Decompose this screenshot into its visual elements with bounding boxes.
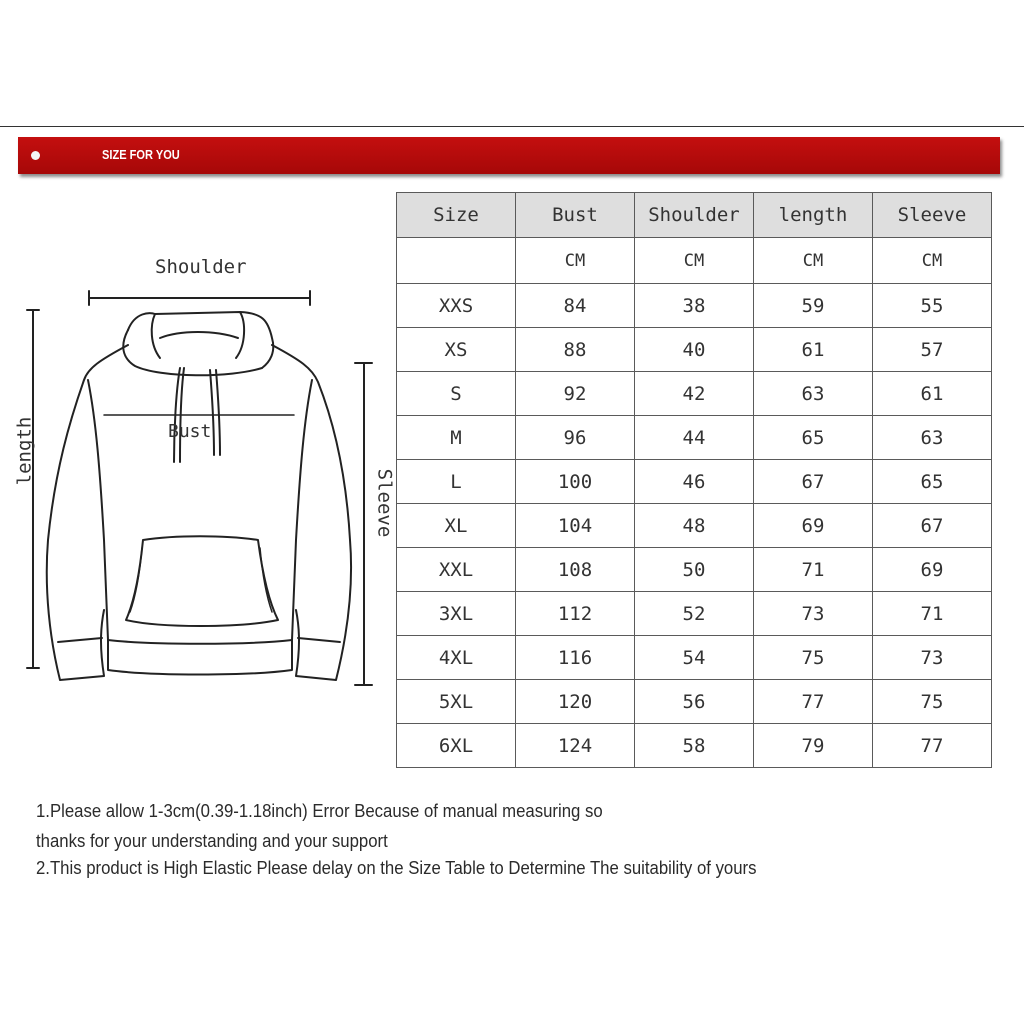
table-row	[397, 416, 992, 460]
note-line-3: 2.This product is High Elastic Please delay on the Size Table to Determine The suitability of yours	[36, 858, 757, 878]
table-cell: 120	[516, 680, 635, 724]
hoodie-body	[47, 345, 351, 680]
unit-cell: CM	[873, 238, 992, 284]
header-size: Size	[397, 193, 516, 238]
table-row	[397, 460, 992, 504]
note-line-1: 1.Please allow 1-3cm(0.39-1.18inch) Error Because of manual measuring so	[36, 801, 603, 821]
table-cell: 6XL	[397, 724, 516, 768]
table-cell: XS	[397, 328, 516, 372]
table-cell: 67	[873, 504, 992, 548]
table-cell: 88	[516, 328, 635, 372]
units-row	[397, 238, 992, 284]
bust-label: Bust	[168, 421, 212, 442]
table-cell: 48	[635, 504, 754, 548]
sleeve-label: Sleeve	[373, 468, 396, 538]
table-cell: 44	[635, 416, 754, 460]
shoulder-label: Shoulder	[155, 256, 247, 278]
table-cell: 63	[754, 372, 873, 416]
header-bust: Bust	[516, 193, 635, 238]
table-row	[397, 636, 992, 680]
table-cell: 112	[516, 592, 635, 636]
table-cell: 116	[516, 636, 635, 680]
table-cell: 57	[873, 328, 992, 372]
table-row	[397, 284, 992, 328]
table-cell: 69	[873, 548, 992, 592]
length-dimension-line	[27, 310, 39, 668]
table-cell: 5XL	[397, 680, 516, 724]
table-cell: 40	[635, 328, 754, 372]
table-cell: 56	[635, 680, 754, 724]
hoodie-pocket	[126, 536, 278, 626]
table-cell: 65	[873, 460, 992, 504]
table-cell: 71	[754, 548, 873, 592]
length-label: length	[13, 416, 36, 486]
table-cell: 73	[873, 636, 992, 680]
table-cell: 75	[873, 680, 992, 724]
table-row	[397, 372, 992, 416]
table-cell: 50	[635, 548, 754, 592]
table-header-row	[397, 193, 992, 238]
banner-title: SIZE FOR YOU	[102, 147, 180, 162]
bullet-dot-icon	[31, 151, 40, 160]
table-cell: 38	[635, 284, 754, 328]
table-cell: 79	[754, 724, 873, 768]
unit-cell: CM	[635, 238, 754, 284]
top-divider	[0, 126, 1024, 127]
table-cell: 65	[754, 416, 873, 460]
table-row	[397, 504, 992, 548]
table-cell: L	[397, 460, 516, 504]
hoodie-hood	[123, 312, 273, 375]
table-cell: 75	[754, 636, 873, 680]
table-cell: 104	[516, 504, 635, 548]
table-cell: 42	[635, 372, 754, 416]
shoulder-dimension-line	[89, 291, 310, 305]
table-cell: 73	[754, 592, 873, 636]
table-cell: 55	[873, 284, 992, 328]
table-cell: 77	[754, 680, 873, 724]
table-cell: 54	[635, 636, 754, 680]
table-cell: 3XL	[397, 592, 516, 636]
table-cell: 108	[516, 548, 635, 592]
header-length: length	[754, 193, 873, 238]
unit-cell	[397, 238, 516, 284]
table-cell: 77	[873, 724, 992, 768]
section-banner	[18, 137, 1000, 174]
table-row	[397, 680, 992, 724]
table-cell: 71	[873, 592, 992, 636]
table-cell: 46	[635, 460, 754, 504]
table-cell: 124	[516, 724, 635, 768]
table-cell: 69	[754, 504, 873, 548]
table-cell: 67	[754, 460, 873, 504]
unit-cell: CM	[516, 238, 635, 284]
table-cell: 96	[516, 416, 635, 460]
table-cell: 59	[754, 284, 873, 328]
table-cell: 92	[516, 372, 635, 416]
table-cell: 4XL	[397, 636, 516, 680]
table-cell: 52	[635, 592, 754, 636]
table-cell: 84	[516, 284, 635, 328]
sleeve-dimension-line	[355, 363, 372, 685]
note-line-2: thanks for your understanding and your support	[36, 831, 388, 851]
table-cell: 61	[754, 328, 873, 372]
table-cell: XL	[397, 504, 516, 548]
unit-cell: CM	[754, 238, 873, 284]
table-cell: 63	[873, 416, 992, 460]
table-row	[397, 724, 992, 768]
size-table	[396, 192, 992, 768]
table-row	[397, 328, 992, 372]
header-sleeve: Sleeve	[873, 193, 992, 238]
table-row	[397, 548, 992, 592]
table-cell: M	[397, 416, 516, 460]
table-cell: 100	[516, 460, 635, 504]
hoodie-illustration	[0, 230, 395, 700]
table-row	[397, 592, 992, 636]
table-cell: XXS	[397, 284, 516, 328]
table-cell: 61	[873, 372, 992, 416]
table-cell: XXL	[397, 548, 516, 592]
header-shoulder: Shoulder	[635, 193, 754, 238]
table-cell: S	[397, 372, 516, 416]
table-cell: 58	[635, 724, 754, 768]
